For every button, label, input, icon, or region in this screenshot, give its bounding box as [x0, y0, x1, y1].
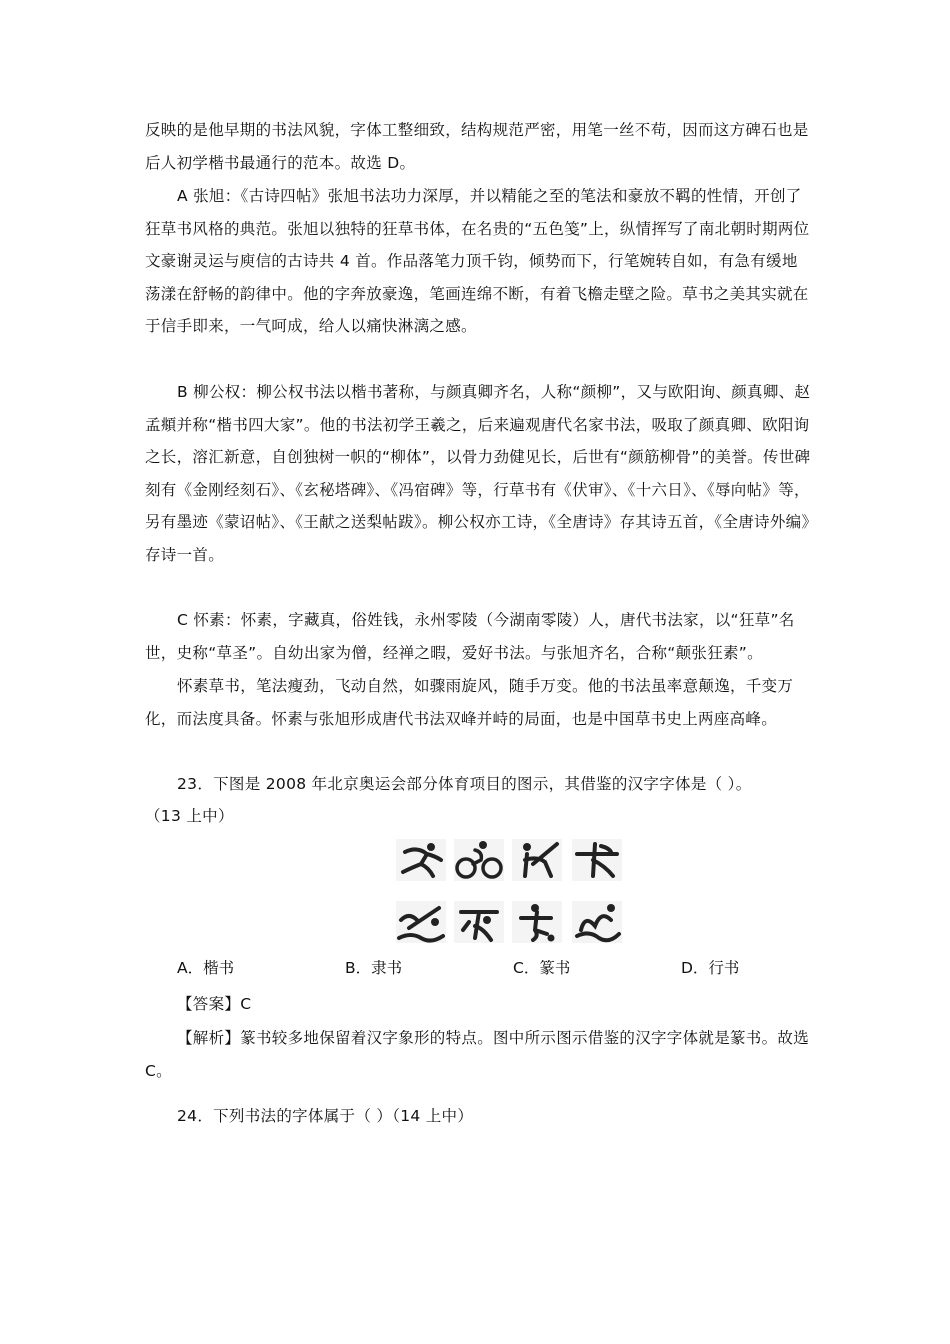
cycling-pictogram — [453, 838, 505, 882]
option-d: D．行书 — [681, 959, 740, 977]
paragraph-option-b-liugongquan: B 柳公权：柳公权书法以楷书著称，与颜真卿齐名，人称“颜柳”，又与欧阳询、颜真卿、赵孟頫并称“楷书四大家”。他的书法初学王羲之，后来遍观唐代名家书法，吸取了颜真卿、欧阳询之长，溶汇新意，自创独树一帜的“柳体”，以骨力劲健见长，后世有“颜筋柳骨”的美誉。传世碑刻有《金刚经刻石》、《玄秘塔碑》、《冯宿碑》等，行草书有《伏审》、《十六日》、《辱向帖》等，另有墨迹《蒙诏帖》、《王献之送梨帖跋》。柳公权亦工诗，《全唐诗》存其诗五首，《全唐诗外编》存诗一首。 — [145, 383, 811, 564]
judo-pictogram — [571, 838, 623, 882]
question-23-stem: 23．下图是 2008 年北京奥运会部分体育项目的图示，其借鉴的汉字字体是（ ）。 — [177, 775, 752, 793]
olympic-pictograms — [393, 832, 629, 950]
fencing-pictogram — [511, 838, 563, 882]
weightlifting-pictogram — [453, 900, 505, 944]
diving-pictogram — [571, 900, 623, 944]
option-c: C．篆书 — [513, 959, 571, 977]
paragraph-huaisu-cursive: 怀素草书，笔法瘦劲，飞动自然，如骤雨旋风，随手万变。他的书法虽率意颠逸，千变万化，而法度具备。怀素与张旭形成唐代书法双峰并峙的局面，也是中国草书史上两座高峰。 — [145, 677, 794, 728]
question-24-stem: 24．下列书法的字体属于（ ）（14 上中） — [177, 1107, 474, 1125]
question-23-analysis: 【解析】篆书较多地保留着汉字象形的特点。图中所示图示借鉴的汉字字体就是篆书。故选 C。 — [145, 1029, 810, 1080]
running-pictogram — [395, 838, 447, 882]
paragraph-ouyang-conclusion: 反映的是他早期的书法风貌，字体工整细致，结构规范严密，用笔一丝不苟，因而这方碑石也是后人初学楷书最通行的范本。故选 D。 — [145, 121, 809, 172]
question-23-answer: 【答案】C — [177, 995, 252, 1013]
option-b: B．隶书 — [345, 959, 403, 977]
paragraph-option-c-huaisu: C 怀素：怀素，字藏真，俗姓钱，永州零陵（今湖南零陵）人，唐代书法家，以“狂草”名世，史称“草圣”。自幼出家为僧，经禅之暇，爱好书法。与张旭齐名，合称“颠张狂素”。 — [145, 611, 795, 662]
question-23-options — [0, 952, 950, 984]
question-23-source: （13 上中） — [145, 807, 234, 825]
paragraph-option-a-zhangxu: A 张旭：《古诗四帖》张旭书法功力深厚，并以精能之至的笔法和豪放不羁的性情，开创了狂草书风格的典范。张旭以独特的狂草书体，在名贵的“五色笺”上，纵情挥写了南北朝时期两位文豪谢灵运与庾信的古诗共 4 首。作品落笔力顶千钧，倾势而下，行笔婉转自如，有急有缓地荡漾在舒畅的韵律中。他的字奔放豪逸，笔画连绵不断，有着飞檐走壁之险。草书之美其实就在于信手即来，一气呵成，给人以痛快淋漓之感。 — [145, 187, 810, 335]
option-a: A．楷书 — [177, 959, 235, 977]
football-pictogram — [511, 900, 563, 944]
swimming-pictogram — [395, 900, 447, 944]
